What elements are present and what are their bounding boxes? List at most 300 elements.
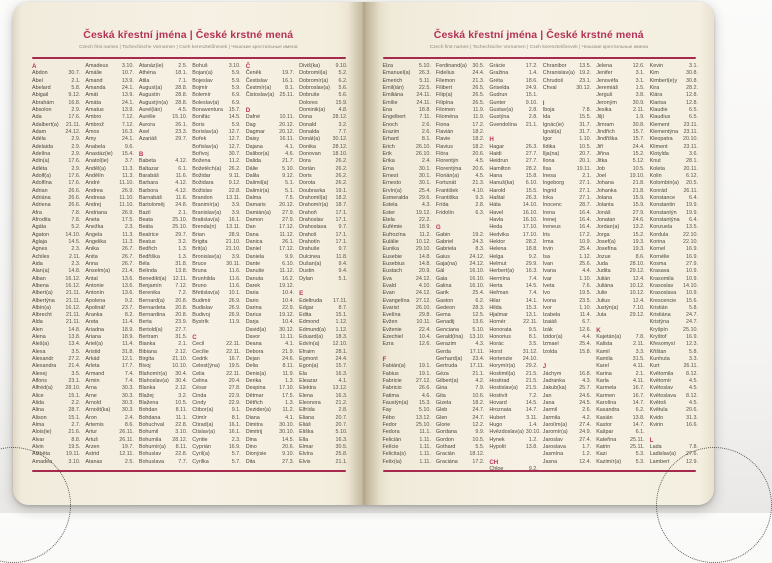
name-day-date: 26.6. [68, 187, 81, 194]
name-day-entry [596, 444, 644, 451]
first-name: Alvar [32, 436, 45, 443]
name-day-entry [299, 268, 347, 275]
name-day-entry [85, 158, 133, 165]
first-name: Antal [85, 275, 98, 282]
name-day-date: 24.5. [579, 400, 592, 407]
first-name: Andreas [85, 194, 106, 201]
first-name: Alois(ie) [32, 429, 52, 436]
name-day-entry [246, 173, 294, 180]
name-day-entry [299, 224, 347, 231]
name-day-entry [85, 298, 133, 305]
first-name: Kornel [649, 246, 666, 253]
name-day-entry [489, 283, 537, 290]
section-letter [489, 136, 537, 143]
first-name: Iris [542, 231, 550, 238]
name-day-entry [489, 363, 537, 370]
first-name: Glen [435, 414, 448, 421]
name-day-entry [383, 85, 431, 92]
name-day-entry [596, 341, 644, 348]
name-day-date: 26.5. [472, 92, 485, 99]
first-name: Gerazim [435, 341, 457, 348]
name-day-date: 25.8. [335, 451, 348, 458]
name-day-entry [650, 158, 698, 165]
first-name: Daria [245, 290, 259, 297]
name-day-date: 10.12. [629, 282, 645, 289]
name-day-date: 8.7. [338, 304, 348, 311]
first-name: Blažej [138, 392, 154, 399]
name-day-date: 2.1. [71, 77, 81, 84]
first-name: Eusebie [382, 253, 402, 260]
name-day-entry [139, 166, 187, 173]
name-day-entry [543, 349, 591, 356]
name-day-entry [192, 217, 240, 224]
first-name: Haidi [489, 150, 502, 157]
name-day-entry [543, 122, 591, 129]
first-name: Bohumil [138, 429, 159, 436]
name-day-entry [299, 78, 347, 85]
first-name: Artur [85, 429, 98, 436]
name-day-date: 6.10. [525, 180, 538, 187]
first-name: Doris [299, 172, 312, 179]
name-day-date: 18.2. [472, 128, 485, 135]
name-day-date: 9.1. [231, 407, 241, 414]
name-day-entry [383, 107, 431, 114]
name-day-date: 20.5. [686, 180, 699, 187]
name-day-entry [85, 122, 133, 129]
name-day-entry [299, 327, 347, 334]
name-day-entry [32, 319, 80, 326]
name-day-entry [596, 122, 644, 129]
first-name: Darius [245, 312, 262, 319]
first-name: Jiří [596, 143, 604, 150]
name-day-entry [32, 254, 80, 261]
name-day-date: 26.11. [683, 187, 699, 194]
first-name: Gaston [435, 297, 454, 304]
first-name: Edvín(a) [299, 341, 320, 348]
first-name: Izabela [542, 312, 561, 319]
name-day-entry [596, 276, 644, 283]
name-day-date: 2.11. [68, 253, 81, 260]
name-day-entry [543, 224, 591, 231]
name-day-entry [650, 246, 698, 253]
name-day-date: 15.2. [632, 231, 645, 238]
name-day-date: 9.10. [282, 451, 295, 458]
name-day-date: 1.11. [419, 458, 431, 465]
first-name: Diana [245, 414, 260, 421]
open-diary-book [13, 2, 714, 505]
first-name: André [85, 180, 100, 187]
name-day-entry [650, 78, 698, 85]
first-name: Ingeborg [542, 180, 565, 187]
name-day-date: 5.3. [635, 451, 645, 458]
first-name: Darek [245, 282, 261, 289]
first-name: Hana [489, 172, 503, 179]
first-name: Eusebius [382, 260, 405, 267]
first-name: Kateřina [596, 436, 617, 443]
blank-row [192, 327, 240, 334]
first-name: Dimitrij [245, 429, 263, 436]
first-name: Aurélie [138, 114, 156, 121]
name-day-date: 27.7. [175, 326, 188, 333]
section-letter [489, 459, 537, 466]
name-day-date: 27.1. [579, 194, 592, 201]
name-day-date: 15.1. [525, 92, 538, 99]
name-day-entry [299, 363, 347, 370]
name-day-entry [139, 415, 187, 422]
name-day-entry [246, 459, 294, 466]
section-letter [543, 100, 591, 107]
name-day-date: 16.10. [469, 275, 485, 282]
name-day-date: 24.12. [469, 260, 485, 267]
name-day-date: 14.5. [68, 238, 81, 245]
name-day-entry [383, 327, 431, 334]
first-name: Eduard(a) [299, 334, 324, 341]
name-day-entry [246, 202, 294, 209]
name-day-entry [650, 378, 698, 385]
first-name: Aurel(ián) [138, 106, 163, 113]
first-name: Ildika [542, 143, 556, 150]
name-day-date: 10.4. [418, 334, 431, 341]
first-name: Estela [382, 202, 398, 209]
name-day-entry [436, 334, 484, 341]
name-day-date: 3.9. [231, 253, 241, 260]
name-day-date: 13.6. [121, 282, 134, 289]
name-day-entry [139, 188, 187, 195]
first-name: Albín(a) [32, 304, 51, 311]
first-name: Jelena [596, 63, 613, 69]
first-name: Ignát(a) [542, 128, 562, 135]
name-day-entry [436, 195, 484, 202]
name-day-entry [596, 378, 644, 385]
first-name: Atanas [85, 458, 103, 465]
name-day-entry [139, 122, 187, 129]
name-day-entry [543, 210, 591, 217]
name-day-date: 2.9. [71, 136, 81, 143]
name-day-date: 24.8. [175, 202, 188, 209]
first-name: Hovard [489, 400, 507, 407]
first-name: Alison [32, 414, 47, 421]
name-day-entry [192, 437, 240, 444]
name-day-entry [139, 437, 187, 444]
first-name: Judita [596, 268, 611, 275]
name-day-date: 15.5. [525, 187, 538, 194]
first-name: Hagar [489, 143, 505, 150]
first-name: Davor [245, 334, 261, 341]
name-day-entry [299, 188, 347, 195]
first-name: Hostislav(a) [489, 385, 518, 392]
name-day-entry [543, 85, 591, 92]
name-day-date: 9.12. [228, 180, 241, 187]
name-day-entry [85, 210, 133, 217]
name-day-date: 20.1. [579, 158, 592, 165]
first-name: Dorián [299, 165, 315, 172]
name-day-date: 1.10. [579, 304, 592, 311]
name-day-entry [650, 415, 698, 422]
name-day-entry [85, 166, 133, 173]
name-day-date: 5.10. [282, 165, 295, 172]
name-day-date: 30.4. [175, 378, 188, 385]
first-name: Kevin [649, 63, 664, 69]
first-name: Béla [138, 260, 150, 267]
name-day-entry [596, 312, 644, 319]
section-letter [139, 151, 187, 158]
name-day-entry [489, 415, 537, 422]
name-day-date: 5.9. [231, 70, 241, 77]
name-day-date: 2.9. [71, 150, 81, 157]
first-name: Hvězdoslav(a) [489, 429, 524, 436]
name-day-entry [383, 459, 431, 466]
name-day-entry [32, 305, 80, 312]
first-name: Hektor [489, 238, 506, 245]
name-day-entry [543, 144, 591, 151]
first-name: Kryšpín [649, 326, 668, 333]
name-day-date: 9.2. [528, 466, 538, 473]
name-day-entry [436, 407, 484, 414]
name-day-date: 27.7. [525, 158, 538, 165]
first-name: Helmut [489, 260, 507, 267]
name-day-entry [650, 459, 698, 466]
name-day-date: 2.7. [71, 422, 81, 429]
name-day-entry [383, 415, 431, 422]
name-day-date: 26.9. [121, 209, 134, 216]
name-day-date: 26.7. [121, 246, 134, 253]
name-day-date: 12.4. [579, 458, 592, 465]
first-name: Kristiána [649, 312, 671, 319]
name-day-entry [299, 429, 347, 436]
name-day-date: 19.11. [576, 165, 592, 172]
first-name: Konstantýna [649, 216, 680, 223]
first-name: Daisy [245, 136, 260, 143]
first-name: Krasomila [649, 275, 674, 282]
name-column [650, 63, 698, 466]
first-name: Juta [596, 312, 607, 319]
first-name: Fabricie [382, 378, 402, 385]
first-name: Augustin [138, 92, 160, 99]
first-name: Amatus [85, 106, 104, 113]
name-day-date: 25.7. [579, 385, 592, 392]
first-name: Jeremiáš [596, 84, 619, 91]
first-name: Afra [32, 209, 42, 216]
first-name: Honorata [489, 326, 512, 333]
first-name: Květula [649, 407, 668, 414]
name-day-entry [383, 151, 431, 158]
name-day-entry [383, 451, 431, 458]
first-name: Izmael [542, 341, 559, 348]
name-day-entry [32, 144, 80, 151]
name-day-entry [383, 210, 431, 217]
first-name: Adin(a) [32, 158, 50, 165]
name-day-entry [489, 92, 537, 99]
first-name: Heřman [489, 290, 509, 297]
name-day-entry [596, 107, 644, 114]
first-name: Jaroslava [542, 444, 566, 451]
first-name: Anděl(a) [85, 165, 106, 172]
name-day-date: 30.5. [472, 63, 485, 69]
name-day-entry [85, 393, 133, 400]
name-day-date: 24.4. [472, 70, 485, 77]
name-day-date: 26.11. [683, 363, 699, 370]
name-day-entry [650, 268, 698, 275]
name-day-date: 26.10. [415, 143, 431, 150]
first-name: Bartoloměj [138, 202, 165, 209]
name-day-entry [139, 385, 187, 392]
name-day-entry [139, 85, 187, 92]
name-day-entry [299, 437, 347, 444]
blank-row [596, 319, 644, 326]
name-day-date: 7.8. [71, 216, 81, 223]
first-name: Adam [32, 128, 47, 135]
first-name: Ida [542, 114, 551, 121]
first-name: Adéla [32, 136, 46, 143]
name-day-date: 15.7. [632, 128, 645, 135]
name-day-date: 13.9. [121, 77, 134, 84]
name-day-entry [32, 261, 80, 268]
name-day-entry [32, 129, 80, 136]
name-column [85, 63, 133, 466]
name-day-entry [436, 239, 484, 246]
name-day-entry [246, 400, 294, 407]
first-name: Bernardeta [138, 304, 166, 311]
name-day-entry [246, 407, 294, 414]
name-day-entry [489, 422, 537, 429]
name-day-entry [246, 393, 294, 400]
name-day-entry [436, 290, 484, 297]
first-name: Fidelius [435, 70, 455, 77]
name-day-date: 6.1. [178, 165, 188, 172]
name-day-entry [489, 151, 537, 158]
name-day-entry [32, 298, 80, 305]
name-day-date: 8.2. [124, 312, 134, 319]
first-name: Křesomysl [649, 341, 675, 348]
name-day-entry [192, 276, 240, 283]
first-name: Blahomír(a) [138, 370, 168, 377]
name-day-date: 31.5. [632, 356, 645, 363]
name-day-entry [650, 180, 698, 187]
first-name: Gaja(na) [435, 260, 457, 267]
first-name: Kristýna [649, 319, 670, 326]
name-day-entry [192, 429, 240, 436]
first-name: Dajana [245, 143, 263, 150]
name-day-entry [85, 114, 133, 121]
first-name: Kleopatra [649, 136, 673, 143]
section-letter-label: B [138, 150, 144, 158]
name-day-entry [32, 371, 80, 378]
first-name: Atila [138, 77, 150, 84]
first-name: Chranibor [542, 63, 567, 69]
name-day-entry [489, 85, 537, 92]
name-day-entry [32, 385, 80, 392]
name-day-date: 11.3. [122, 231, 134, 238]
name-day-date: 24.7. [686, 319, 699, 326]
name-day-entry [246, 319, 294, 326]
name-day-entry [650, 195, 698, 202]
name-day-entry [85, 444, 133, 451]
first-name: Cedrik [192, 356, 208, 363]
name-day-entry [596, 400, 644, 407]
first-name: Evelína [382, 312, 401, 319]
first-name: Apolinář [85, 304, 106, 311]
name-day-date: 20.6. [686, 407, 699, 414]
first-name: Lambert [649, 458, 670, 465]
first-name: Amand [85, 77, 103, 84]
name-day-entry [139, 217, 187, 224]
name-day-entry [139, 400, 187, 407]
name-day-date: 18.7. [335, 202, 348, 209]
section-letter-label: K [596, 326, 601, 334]
first-name: Karolína [596, 400, 617, 407]
name-day-date: 27.8. [228, 385, 241, 392]
first-name: Joel [596, 172, 607, 179]
name-day-entry [543, 151, 591, 158]
name-day-date: 13.11. [226, 224, 241, 231]
name-day-entry [192, 378, 240, 385]
first-name: Ester [382, 209, 396, 216]
first-name: Hilar [489, 297, 501, 304]
name-day-date: 14.10. [65, 231, 81, 238]
name-day-entry [85, 276, 133, 283]
name-day-entry [139, 334, 187, 341]
first-name: Kornélie [649, 253, 670, 260]
name-day-date: 15.3. [525, 304, 538, 311]
section-letter [650, 437, 698, 444]
name-day-date: 2.5. [178, 63, 188, 69]
name-day-date: 11.9. [229, 319, 241, 326]
name-day-date: 10.10. [172, 363, 188, 370]
name-day-date: 8.12. [686, 370, 699, 377]
name-day-date: 3.3. [635, 348, 645, 355]
name-day-entry [383, 305, 431, 312]
name-day-date: 22.11. [226, 341, 241, 348]
name-day-entry [436, 319, 484, 326]
name-day-entry [32, 451, 80, 458]
name-day-entry [383, 393, 431, 400]
name-day-entry [85, 100, 133, 107]
first-name: Debora [245, 348, 264, 355]
name-day-entry [299, 356, 347, 363]
name-day-date: 21.4. [121, 268, 134, 275]
name-day-entry [32, 341, 80, 348]
first-name: Alda [32, 319, 43, 326]
name-day-date: 11.10. [119, 180, 134, 187]
first-name: Berta [138, 319, 152, 326]
first-name: Bohumír(a) [138, 444, 166, 451]
first-name: Dominik(a) [299, 106, 326, 113]
first-name: Heidrun [489, 158, 509, 165]
name-day-date: 13.8. [68, 334, 81, 341]
first-name: Bonaventura [192, 106, 223, 113]
name-day-entry [299, 349, 347, 356]
first-name: Elektra [299, 385, 316, 392]
name-day-date: 15.7. [632, 136, 645, 143]
first-name: Krasoslav [649, 282, 674, 289]
name-day-date: 3.1. [635, 77, 645, 84]
name-column [246, 63, 294, 466]
name-day-date: 21.11. [65, 319, 81, 326]
name-day-date: 15.3. [418, 400, 431, 407]
name-day-entry [246, 422, 294, 429]
name-day-date: 13.11. [226, 194, 241, 201]
first-name: Kamil [596, 348, 610, 355]
name-day-date: 20.7. [579, 150, 592, 157]
first-name: Artuš [85, 436, 99, 443]
name-day-date: 22.2. [418, 216, 431, 223]
name-day-date: 26.9. [228, 312, 241, 319]
name-column [436, 63, 484, 466]
first-name: Ilona [542, 158, 555, 165]
name-day-entry [650, 319, 698, 326]
name-day-date: 7.2. [528, 392, 538, 399]
first-name: Bruce [192, 260, 207, 267]
